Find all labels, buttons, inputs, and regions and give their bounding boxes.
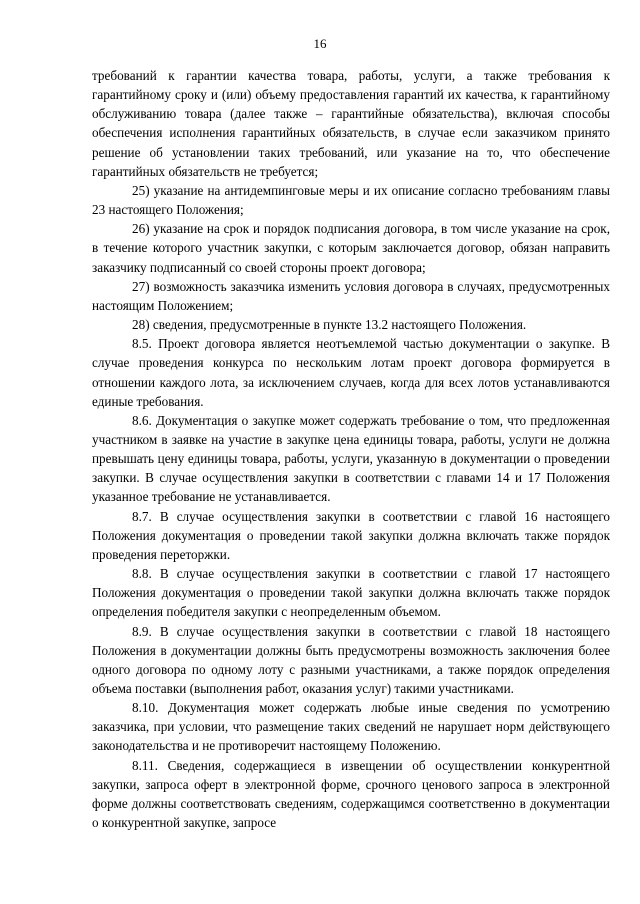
paragraph-clause-8-11: 8.11. Сведения, содержащиеся в извещении об осуществлении конкурентной закупки, запроса оферт в электронной форме, срочного ценового запроса в электронной форме должны соответствовать сведениям, содержащимся соответственно в документации о конкурентной закупке, запросе xyxy=(92,757,610,831)
paragraph-clause-8-5: 8.5. Проект договора является неотъемлемой частью документации о закупке. В случае проведения конкурса по нескольким лотам проект договора формируется в отношении каждого лота, за исключением случаев, когда для всех лотов устанавливаются единые требования. xyxy=(92,336,610,409)
paragraph-clause-8-8: 8.8. В случае осуществления закупки в соответствии с главой 17 настоящего Положения документация о проведении такой закупки должна включать также порядок определения победителя закупки с неопределенным объемом. xyxy=(92,566,610,620)
document-body xyxy=(92,66,610,832)
paragraph-item-25: 25) указание на антидемпинговые меры и их описание согласно требованиям главы 23 настоящего Положения; xyxy=(92,182,610,218)
paragraph-clause-8-10: 8.10. Документация может содержать любые иные сведения по усмотрению заказчика, при условии, что размещение таких сведений не нарушает норм действующего законодательства и не противоречит настоящему Положению. xyxy=(92,700,610,754)
paragraph-warranty-requirements: требований к гарантии качества товара, работы, услуги, а также требования к гарантийному сроку и (или) объему предоставления гарантий их качества, к гарантийному обслуживанию товара (далее также – гарантийные обязательства), включая способы обеспечения исполнения гарантийных обязательств, в случае если заказчиком принято решение об установлении таких требований, или указание на то, что обеспечение гарантийных обязательств не требуется; xyxy=(92,68,610,179)
paragraph-clause-8-9: 8.9. В случае осуществления закупки в соответствии с главой 18 настоящего Положения в документации должны быть предусмотрены возможность заключения более одного договора по одному лоту с разными участниками, а также порядок определения объема поставки (выполнения работ, оказания услуг) такими участниками. xyxy=(92,623,610,696)
paragraph-item-27: 27) возможность заказчика изменить условия договора в случаях, предусмотренных настоящим Положением; xyxy=(92,278,610,313)
paragraph-item-26: 26) указание на срок и порядок подписания договора, в том числе указание на срок, в течение которого участник закупки, с которым заключается договор, обязан направить заказчику подписанный со своей стороны проект договора; xyxy=(92,221,610,275)
paragraph-item-28: 28) сведения, предусмотренные в пункте 13.2 настоящего Положения. xyxy=(132,317,527,333)
page-number: 16 xyxy=(313,36,327,51)
paragraph-clause-8-7: 8.7. В случае осуществления закупки в соответствии с главой 16 настоящего Положения документация о проведении такой закупки должна включать также порядок проведения переторжки. xyxy=(92,508,610,562)
paragraph-clause-8-6: 8.6. Документация о закупке может содержать требование о том, что предложенная участником в заявке на участие в закупке цена единицы товара, работы, услуги не должна превышать цену единицы товара, работы, услуги, указанную в документации о проведении закупки. В случае осуществления закупки в соответствии с главами 14 и 17 Положения указанное требование не устанавливается. xyxy=(92,412,610,505)
